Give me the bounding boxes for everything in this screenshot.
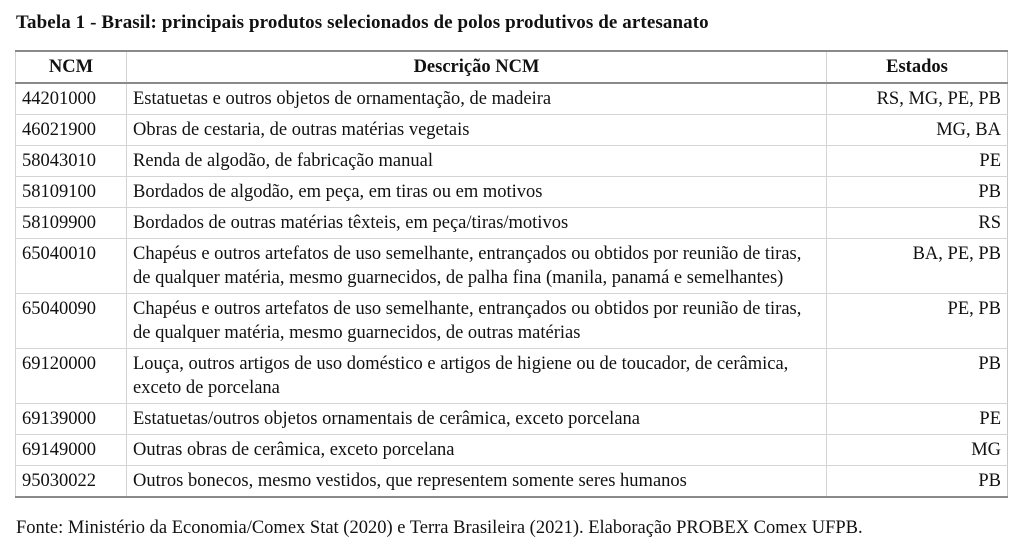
cell-ncm: 44201000 xyxy=(16,83,127,115)
cell-descricao: Estatuetas/outros objetos ornamentais de cerâmica, exceto porcelana xyxy=(127,404,827,435)
cell-descricao: Chapéus e outros artefatos de uso semelhante, entrançados ou obtidos por reunião de tiras, de qualquer matéria, mesmo guarnecidos, de outras matérias xyxy=(127,294,827,349)
source-note: Fonte: Ministério da Economia/Comex Stat (2020) e Terra Brasileira (2021). Elaboração PROBEX Comex UFPB. xyxy=(16,518,863,538)
table-row xyxy=(16,294,1008,349)
table-header-row xyxy=(16,51,1008,83)
cell-ncm: 58109900 xyxy=(16,208,127,239)
table-row xyxy=(16,404,1008,435)
cell-estados: PE xyxy=(827,146,1008,177)
cell-estados: PE, PB xyxy=(827,294,1008,349)
cell-ncm: 65040090 xyxy=(16,294,127,349)
cell-descricao: Bordados de algodão, em peça, em tiras ou em motivos xyxy=(127,177,827,208)
cell-descricao: Chapéus e outros artefatos de uso semelhante, entrançados ou obtidos por reunião de tiras, de qualquer matéria, mesmo guarnecidos, de palha fina (manila, panamá e semelhantes) xyxy=(127,239,827,294)
table-row xyxy=(16,208,1008,239)
table-row xyxy=(16,115,1008,146)
header-estados: Estados xyxy=(827,51,1008,83)
cell-ncm: 69120000 xyxy=(16,349,127,404)
table-row xyxy=(16,239,1008,294)
cell-estados: PB xyxy=(827,466,1008,498)
cell-estados: RS xyxy=(827,208,1008,239)
table-row xyxy=(16,349,1008,404)
cell-descricao: Estatuetas e outros objetos de ornamentação, de madeira xyxy=(127,83,827,115)
cell-descricao: Outras obras de cerâmica, exceto porcelana xyxy=(127,435,827,466)
cell-descricao: Renda de algodão, de fabricação manual xyxy=(127,146,827,177)
cell-ncm: 58043010 xyxy=(16,146,127,177)
cell-ncm: 46021900 xyxy=(16,115,127,146)
table-title: Tabela 1 - Brasil: principais produtos selecionados de polos produtivos de artesanato xyxy=(16,12,709,33)
header-descricao: Descrição NCM xyxy=(127,51,827,83)
products-table xyxy=(15,50,1008,498)
cell-descricao: Louça, outros artigos de uso doméstico e artigos de higiene ou de toucador, de cerâmica, exceto de porcelana xyxy=(127,349,827,404)
cell-estados: BA, PE, PB xyxy=(827,239,1008,294)
table-row xyxy=(16,83,1008,115)
cell-estados: PB xyxy=(827,177,1008,208)
cell-estados: MG, BA xyxy=(827,115,1008,146)
table-row xyxy=(16,466,1008,498)
table-row xyxy=(16,146,1008,177)
cell-ncm: 65040010 xyxy=(16,239,127,294)
cell-ncm: 95030022 xyxy=(16,466,127,498)
cell-ncm: 69149000 xyxy=(16,435,127,466)
header-ncm: NCM xyxy=(16,51,127,83)
cell-descricao: Obras de cestaria, de outras matérias vegetais xyxy=(127,115,827,146)
cell-estados: PB xyxy=(827,349,1008,404)
table-row xyxy=(16,435,1008,466)
cell-estados: PE xyxy=(827,404,1008,435)
cell-descricao: Outros bonecos, mesmo vestidos, que representem somente seres humanos xyxy=(127,466,827,498)
cell-estados: MG xyxy=(827,435,1008,466)
cell-estados: RS, MG, PE, PB xyxy=(827,83,1008,115)
cell-descricao: Bordados de outras matérias têxteis, em peça/tiras/motivos xyxy=(127,208,827,239)
cell-ncm: 58109100 xyxy=(16,177,127,208)
cell-ncm: 69139000 xyxy=(16,404,127,435)
table-row xyxy=(16,177,1008,208)
